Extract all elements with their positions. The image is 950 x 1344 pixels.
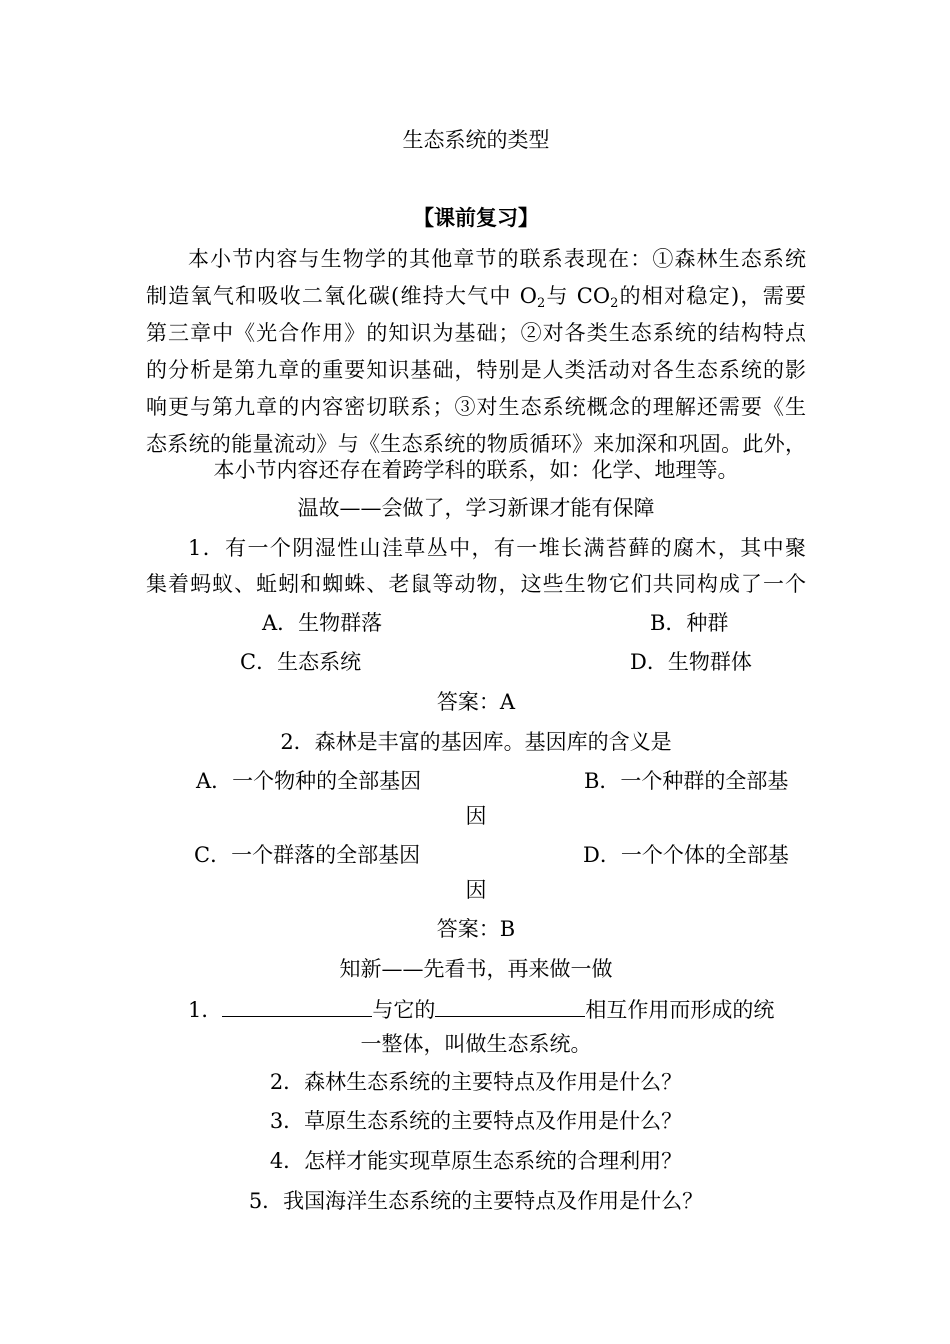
answer-text: 答案：A	[436, 690, 516, 714]
question-line: 集着蚂蚁、蚯蚓和蜘蛛、老鼠等动物，这些生物它们共同构成了一个	[146, 572, 806, 596]
intro-line: 本小节内容还存在着跨学科的联系，如：化学、地理等。	[213, 458, 739, 482]
answer-text: 答案：B	[436, 917, 516, 941]
page-title: 生态系统的类型	[402, 128, 550, 152]
question-line: 1．有一个阴湿性山洼草丛中，有一堆长满苔藓的腐木，其中聚	[188, 536, 806, 560]
option-a: A．一个物种的全部基因	[196, 769, 422, 793]
review-section-heading: 温故——会做了，学习新课才能有保障	[297, 496, 655, 520]
new-question-5: 5．我国海洋生态系统的主要特点及作用是什么？	[248, 1189, 704, 1213]
intro-line: 本小节内容与生物学的其他章节的联系表现在：①森林生态系统	[188, 247, 806, 271]
document-page	[146, 0, 806, 1344]
option-b-wrap: 因	[465, 804, 487, 828]
question-line: 2．森林是丰富的基因库。基因库的含义是	[280, 730, 672, 754]
intro-line: 的分析是第九章的重要知识基础，特别是人类活动对各生态系统的影	[146, 358, 806, 382]
new-question-4: 4．怎样才能实现草原生态系统的合理利用？	[269, 1149, 683, 1173]
option-d: D．一个个体的全部基	[583, 843, 789, 867]
new-question-2: 2．森林生态系统的主要特点及作用是什么？	[269, 1070, 683, 1094]
answer-blank[interactable]	[435, 994, 585, 1017]
intro-line: 响更与第九章的内容密切联系；③对生态系统概念的理解还需要《生	[146, 395, 806, 419]
question-line-wrap: 一整体，叫做生态系统。	[360, 1032, 592, 1056]
option-d: D．生物群体	[630, 650, 752, 674]
option-d-wrap: 因	[465, 878, 487, 902]
new-section-heading: 知新——先看书，再来做一做	[339, 957, 613, 981]
answer-blank[interactable]	[222, 994, 372, 1017]
intro-line: 制造氧气和吸收二氧化碳(维持大气中 $O_2$与 $CO_2$的相对稳定)，需要	[146, 284, 806, 311]
option-c: C．一个群落的全部基因	[194, 843, 421, 867]
option-c: C．生态系统	[240, 650, 362, 674]
question-line: 1． 与它的 相互作用而形成的统	[188, 994, 806, 1025]
option-b: B．一个种群的全部基	[584, 769, 789, 793]
review-heading: 【课前复习】	[413, 205, 539, 230]
option-a: A．生物群落	[262, 611, 383, 635]
intro-line: 第三章中《光合作用》的知识为基础；②对各类生态系统的结构特点	[146, 321, 806, 345]
intro-line: 态系统的能量流动》与《生态系统的物质循环》来加深和巩固。此外，	[146, 432, 806, 456]
option-b: B．种群	[650, 611, 729, 635]
new-question-3: 3．草原生态系统的主要特点及作用是什么？	[269, 1109, 683, 1133]
